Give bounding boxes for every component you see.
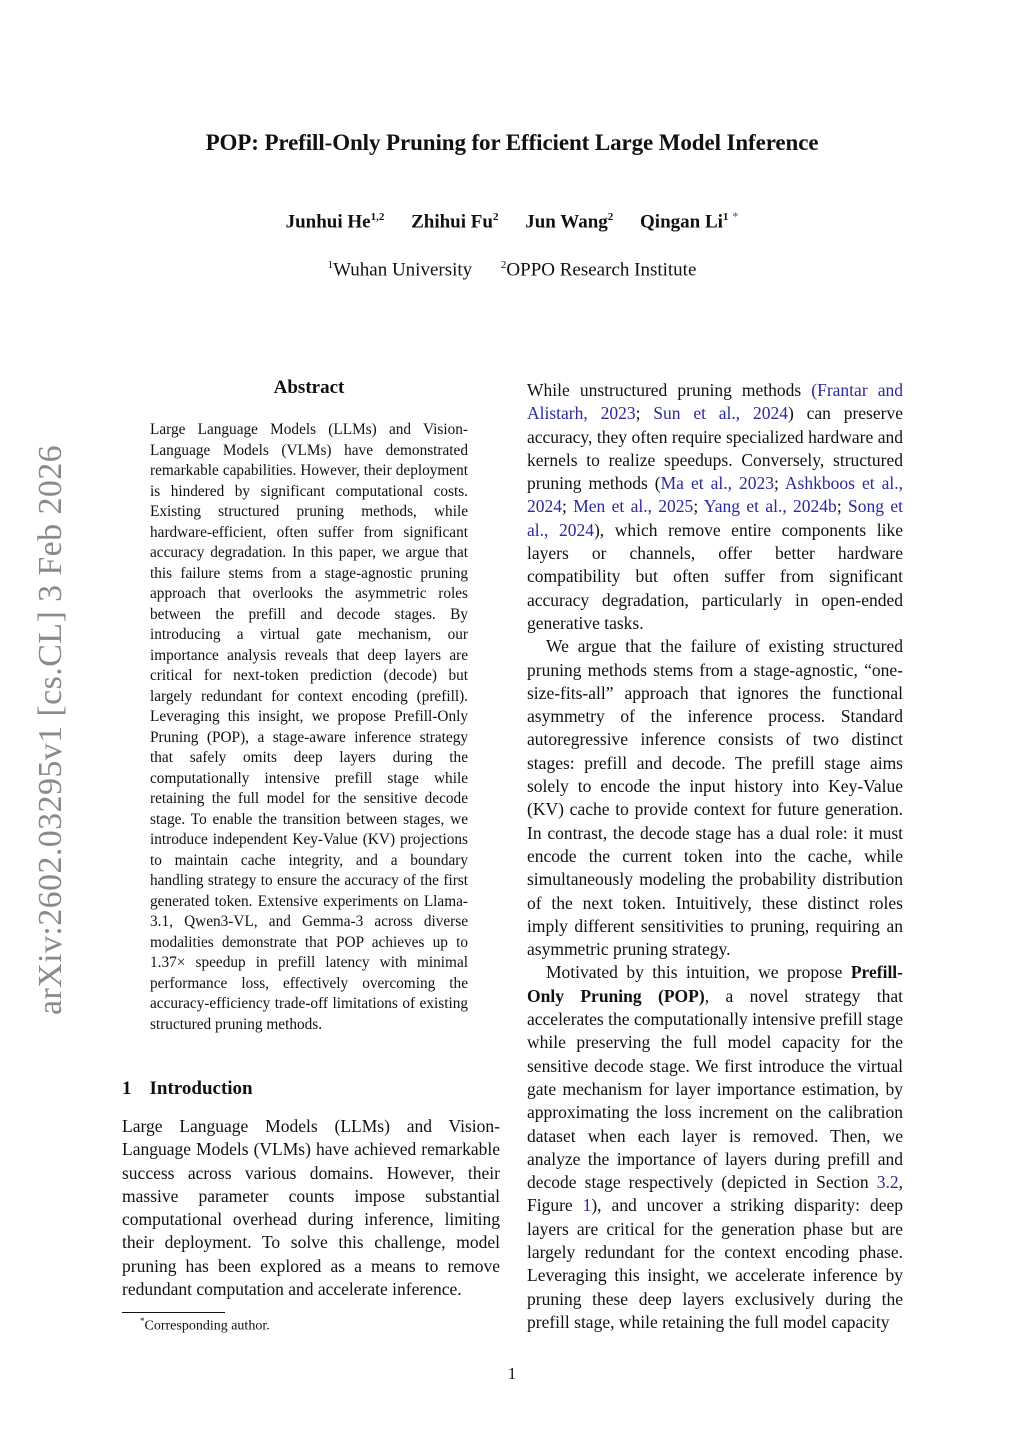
corresponding-author-mark[interactable]: * — [732, 209, 739, 223]
citation-link[interactable]: Yang et al., 2024b — [703, 496, 837, 517]
intro-paragraph — [122, 1115, 500, 1301]
author: Qingan Li$^1$ * — [640, 209, 739, 233]
author: Junhui He$^{1,2}$ — [285, 211, 385, 233]
citation-link[interactable]: Men et al., 2025 — [573, 496, 694, 517]
section-link[interactable]: 3.2 — [876, 1172, 899, 1193]
abstract-body — [150, 420, 468, 1035]
author: Zhihui Fu$^2$ — [411, 211, 499, 233]
citation-link[interactable]: (Frantar and Alistarh, 2023 — [527, 380, 903, 424]
footnote-rule — [122, 1312, 225, 1313]
paragraph: Motivated by this intuition, we propose Prefill-Only Pruning (POP), a novel strategy that accelerates the computationally intensive prefill stage while preserving the full model capacity for the sensitive decode stage. We first introduce the virtual gate mechanism for layer importance estimation, by approximating the loss increment on the calibration dataset when each layer is removed. Then, we analyze the importance of layers during prefill and decode stage respectively (depicted in Section 3.2, Figure 1), and uncover a striking disparity: deep layers are critical for the generation phase but are largely redundant for the context encoding phase. Leveraging this insight, we accelerate inference by pruning these deep layers exclusively during the prefill stage, while retaining the full model capacity — [527, 962, 903, 1332]
citation-link[interactable]: Song et al., 2024 — [527, 496, 903, 540]
citation-link[interactable]: Ma et al., 2023 — [660, 473, 774, 494]
affiliation-list — [0, 259, 1024, 281]
section-number: 1 — [122, 1078, 132, 1099]
intro-text: Large Language Models (LLMs) and Vision-Language Models (VLMs) have achieved remarkable success across various domains. However, their massive parameter counts impose substantial computational overhead during inference, limiting their deployment. To solve this challenge, model pruning has been explored as a means to remove redundant computation and accelerate inference. — [122, 1116, 500, 1300]
figure-link[interactable]: 1 — [582, 1195, 592, 1216]
author: Jun Wang$^2$ — [525, 211, 614, 233]
footnote: *Corresponding author. — [140, 1316, 270, 1334]
abstract-heading: Abstract — [273, 377, 345, 398]
citation-link[interactable]: Ashkboos et al., 2024 — [527, 473, 903, 517]
arxiv-stamp: arXiv:2602.03295v1 [cs.CL] 3 Feb 2026 — [32, 444, 69, 1015]
affiliation: $^1$Wuhan University — [327, 259, 473, 281]
section-title: Introduction — [149, 1078, 253, 1099]
right-column — [527, 379, 903, 1334]
citation-link[interactable]: Sun et al., 2024 — [653, 403, 788, 424]
paragraph: We argue that the failure of existing structured pruning methods stems from a stage-agnostic, “one-size-fits-all” approach that ignores the functional asymmetry of the inference process. Standard autoregressive inference consists of two distinct stages: prefill and decode. The prefill stage aims solely to encode the input history into Key-Value (KV) cache to provide context for future generation. In contrast, the decode stage has a dual role: it must encode the current token into the cache, while simultaneously modeling the probability distribution of the next token. Intuitively, these distinct roles imply different sensitivities to pruning, requiring an asymmetric pruning strategy. — [527, 636, 903, 960]
affiliation: $^2$OPPO Research Institute — [500, 259, 697, 281]
section-heading — [122, 1078, 502, 1100]
author-list — [0, 209, 1024, 233]
page-number: 1 — [507, 1364, 517, 1383]
paper-title: POP: Prefill-Only Pruning for Efficient Large Model Inference — [205, 130, 819, 155]
paragraph: While unstructured pruning methods (Frantar and Alistarh, 2023; Sun et al., 2024) can preserve accuracy, they often require specialized hardware and kernels to realize speedups. Conversely, structured pruning methods (Ma et al., 2023; Ashkboos et al., 2024; Men et al., 2025; Yang et al., 2024b; Song et al., 2024), which remove entire components like layers or channels, offer better hardware compatibility but often suffer from significant accuracy degradation, particularly in open-ended generative tasks. — [527, 380, 903, 633]
abstract-text: Large Language Models (LLMs) and Vision-Language Models (VLMs) have demonstrated remarkable capabilities. However, their deployment is hindered by significant computational costs. Existing structured pruning methods, while hardware-efficient, often suffer from significant accuracy degradation. In this paper, we argue that this failure stems from a stage-agnostic pruning approach that overlooks the asymmetric roles between the prefill and decode stages. By introducing a virtual gate mechanism, our importance analysis reveals that deep layers are critical for next-token prediction (decode) but largely redundant for context encoding (prefill). Leveraging this insight, we propose Prefill-Only Pruning (POP), a stage-aware inference strategy that safely omits deep layers during the computationally intensive prefill stage while retaining the full model for the sensitive decode stage. To enable the transition between stages, we introduce independent Key-Value (KV) projections to maintain cache integrity, and a boundary handling strategy to ensure the accuracy of the first generated token. Extensive experiments on Llama-3.1, Qwen3-VL, and Gemma-3 across diverse modalities demonstrate that POP achieves up to 1.37× speedup in prefill latency with minimal performance loss, effectively overcoming the accuracy-efficiency trade-off limitations of existing structured pruning methods. — [150, 421, 468, 1033]
